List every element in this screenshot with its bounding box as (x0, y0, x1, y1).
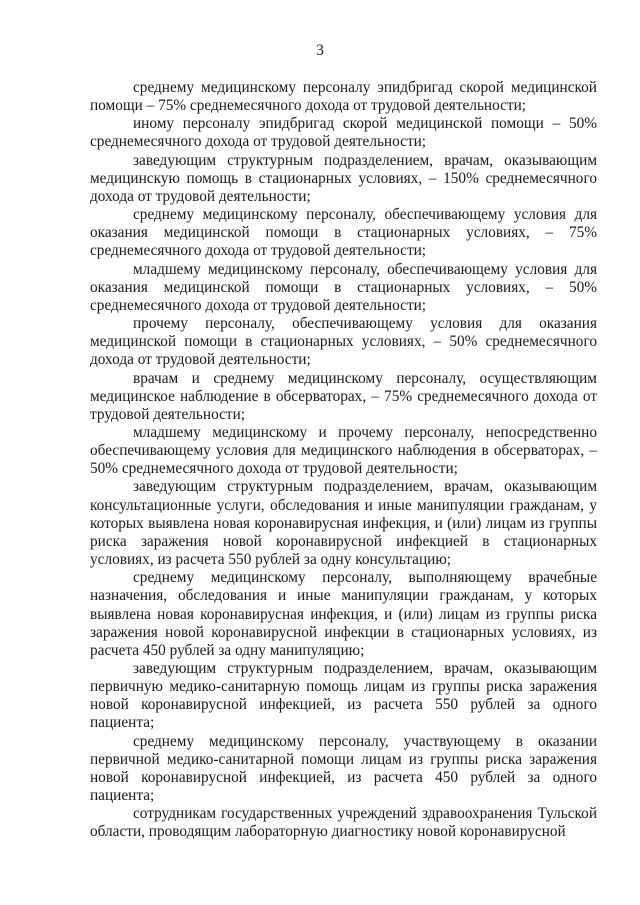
paragraph: иному персоналу эпидбригад скорой медицинской помощи – 50% среднемесячного дохода от трудовой деятельности; (90, 115, 597, 151)
paragraph: среднему медицинскому персоналу эпидбригад скорой медицинской помощи – 75% среднемесячного дохода от трудовой деятельности; (90, 79, 597, 115)
paragraph: заведующим структурным подразделением, врачам, оказывающим медицинскую помощь в стационарных условиях, – 150% среднемесячного дохода от трудовой деятельности; (90, 151, 597, 205)
paragraph: среднему медицинскому персоналу, выполняющему врачебные назначения, обследования и иные манипуляции гражданам, у которых выявлена новая коронавирусная инфекция, и (или) лицам из группы риска заражения новой коронавирусной инфекции в стационарных условиях, из расчета 450 рублей за одну манипуляцию; (90, 569, 597, 659)
paragraph: младшему медицинскому и прочему персоналу, непосредственно обеспечивающему условия для медицинского наблюдения в обсерваторах, – 50% среднемесячного дохода от трудовой деятельности; (90, 423, 597, 478)
paragraph: среднему медицинскому персоналу, участвующему в оказании первичной медико-санитарной помощи лицам из группы риска заражения новой коронавирусной инфекцией, из расчета 450 рублей за одного пациента; (90, 732, 597, 805)
paragraph: заведующим структурным подразделением, врачам, оказывающим консультационные услуги, обследования и иные манипуляции гражданам, у которых выявлена новая коронавирусная инфекция, и (или) лицам из группы риска заражения новой коронавирусной инфекцией в стационарных условиях, из расчета 550 рублей за одну консультацию; (90, 478, 597, 569)
page-number: 3 (316, 42, 324, 59)
paragraph: среднему медицинскому персоналу, обеспечивающему условия для оказания медицинской помощи в стационарных условиях, – 75% среднемесячного дохода от трудовой деятельности; (90, 206, 597, 260)
paragraph: прочему персоналу, обеспечивающему условия для оказания медицинской помощи в стационарных условиях, – 50% среднемесячного дохода от трудовой деятельности; (90, 315, 597, 369)
paragraph: врачам и среднему медицинскому персоналу, осуществляющим медицинское наблюдение в обсерваторах, – 75% среднемесячного дохода от трудовой деятельности; (90, 369, 597, 423)
paragraph: младшему медицинскому персоналу, обеспечивающему условия для оказания медицинской помощи в стационарных условиях, – 50% среднемесячного дохода от трудовой деятельности; (90, 260, 597, 314)
paragraph: заведующим структурным подразделением, врачам, оказывающим первичную медико-санитарную помощь лицам из группы риска заражения новой коронавирусной инфекцией, из расчета 550 рублей за одного пациента; (90, 660, 597, 732)
body-text (90, 79, 597, 842)
paragraph: сотрудникам государственных учреждений здравоохранения Тульской области, проводящим лабораторную диагностику новой коронавирусной (90, 805, 597, 841)
